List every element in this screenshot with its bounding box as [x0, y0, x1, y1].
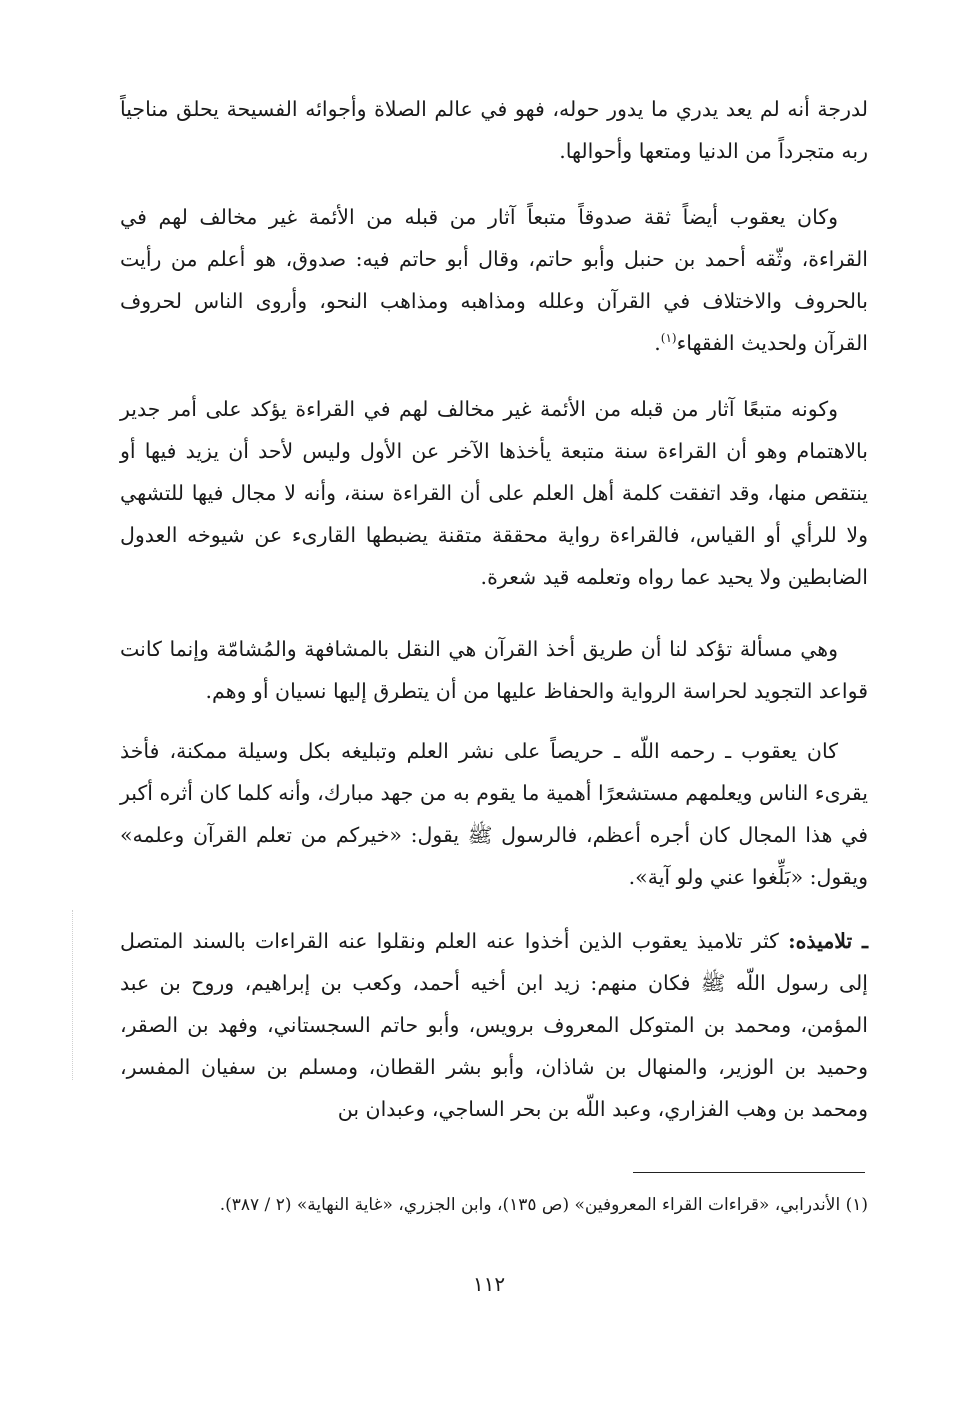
- section-heading-students: ـ تلاميذه:: [788, 929, 868, 953]
- paragraph-2: [120, 196, 868, 364]
- paragraph-4-text: وهي مسألة تؤكد لنا أن طريق أخذ القرآن هي النقل بالمشافهة والمُشامّة وإنما كانت قواعد التجويد لحراسة الرواية والحفاظ عليها من أن يتطرق إليها نسيان أو وهم.: [120, 637, 868, 703]
- paragraph-5-text: كان يعقوب ـ رحمه اللّه ـ حريصاً على نشر العلم وتبليغه بكل وسيلة ممكنة، فأخذ يقرىء الناس ويعلمهم مستشعرًا أهمية ما يقوم به من جهد مبارك، وأنه كلما كان أثره أكبر في هذا المجال كان أجره أعظم، فالرسول ﷺ يقول: «خيركم من تعلم القرآن وعلمه» ويقول: «بَلِّغوا عني ولو آية».: [120, 739, 868, 889]
- paragraph-6-text: كثر تلاميذ يعقوب الذين أخذوا عنه العلم ونقلوا عنه القراءات بالسند المتصل إلى رسول اللّه ﷺ فكان منهم: زيد ابن أخيه أحمد، وكعب بن إبراهيم، وروح بن عبد المؤمن، ومحمد بن المتوكل المعروف برويس، وأبو حاتم السجستاني، وفهد بن الصقر، وحميد بن الوزير، والمنهال بن شاذان، وأبو بشر القطان، ومسلم بن سفيان المفسر، ومحمد بن وهب الفزاري، وعبد اللّه بن بحر الساجي، وعبدان بن: [120, 929, 868, 1121]
- paragraph-1-text: لدرجة أنه لم يعد يدري ما يدور حوله، فهو في عالم الصلاة وأجوائه الفسيحة يحلق مناجياً ربه متجرداً من الدنيا ومتعها وأحوالها.: [120, 97, 868, 163]
- paragraph-3: [120, 388, 868, 598]
- footnote-text: (١) الأندرابي، «قراءات القراء المعروفين» (ص ١٣٥)، وابن الجزري، «غاية النهاية» (٢ / ٣٨٧).: [219, 1195, 868, 1215]
- paragraph-6: [120, 920, 868, 1130]
- scan-artifact-line: [72, 910, 73, 1080]
- paragraph-4: [120, 628, 868, 712]
- footnote-reference[interactable]: (١): [660, 331, 677, 346]
- paragraph-2-tail: .: [654, 331, 661, 355]
- paragraph-2-text: وكان يعقوب أيضاً ثقة صدوقاً متبعاً آثار من قبله من الأئمة غير مخالف لهم في القراءة، وثّقه أحمد بن حنبل وأبو حاتم، وقال أبو حاتم فيه: صدوق، هو أعلم من رأيت بالحروف والاختلاف في القرآن وعلله ومذاهبه ومذاهب النحو، وأروى الناس لحروف القرآن ولحديث الفقهاء: [120, 205, 868, 355]
- paragraph-2-body: [120, 196, 868, 364]
- paragraph-6-body: [120, 920, 868, 1130]
- paragraph-3-text: وكونه متبعًا آثار من قبله من الأئمة غير مخالف لهم في القراءة يؤكد على أمر جدير بالاهتمام وهو أن القراءة سنة متبعة يأخذها الآخر عن الأول وليس لأحد أن يزيد فيها أو ينتقص منها، وقد اتفقت كلمة أهل العلم على أن القراءة سنة، وأنه لا مجال فيها للتشهي ولا للرأي أو القياس، فالقراءة رواية محققة متقنة يضبطها القارىء عن شيوخه العدول الضابطين ولا يحيد عما رواه وتعلمه قيد شعرة.: [120, 397, 868, 589]
- paragraph-1: [120, 88, 868, 172]
- page-number: ١١٢: [472, 1272, 506, 1296]
- footnote: [120, 1192, 868, 1218]
- paragraph-5: [120, 730, 868, 898]
- footnote-divider: [633, 1172, 865, 1173]
